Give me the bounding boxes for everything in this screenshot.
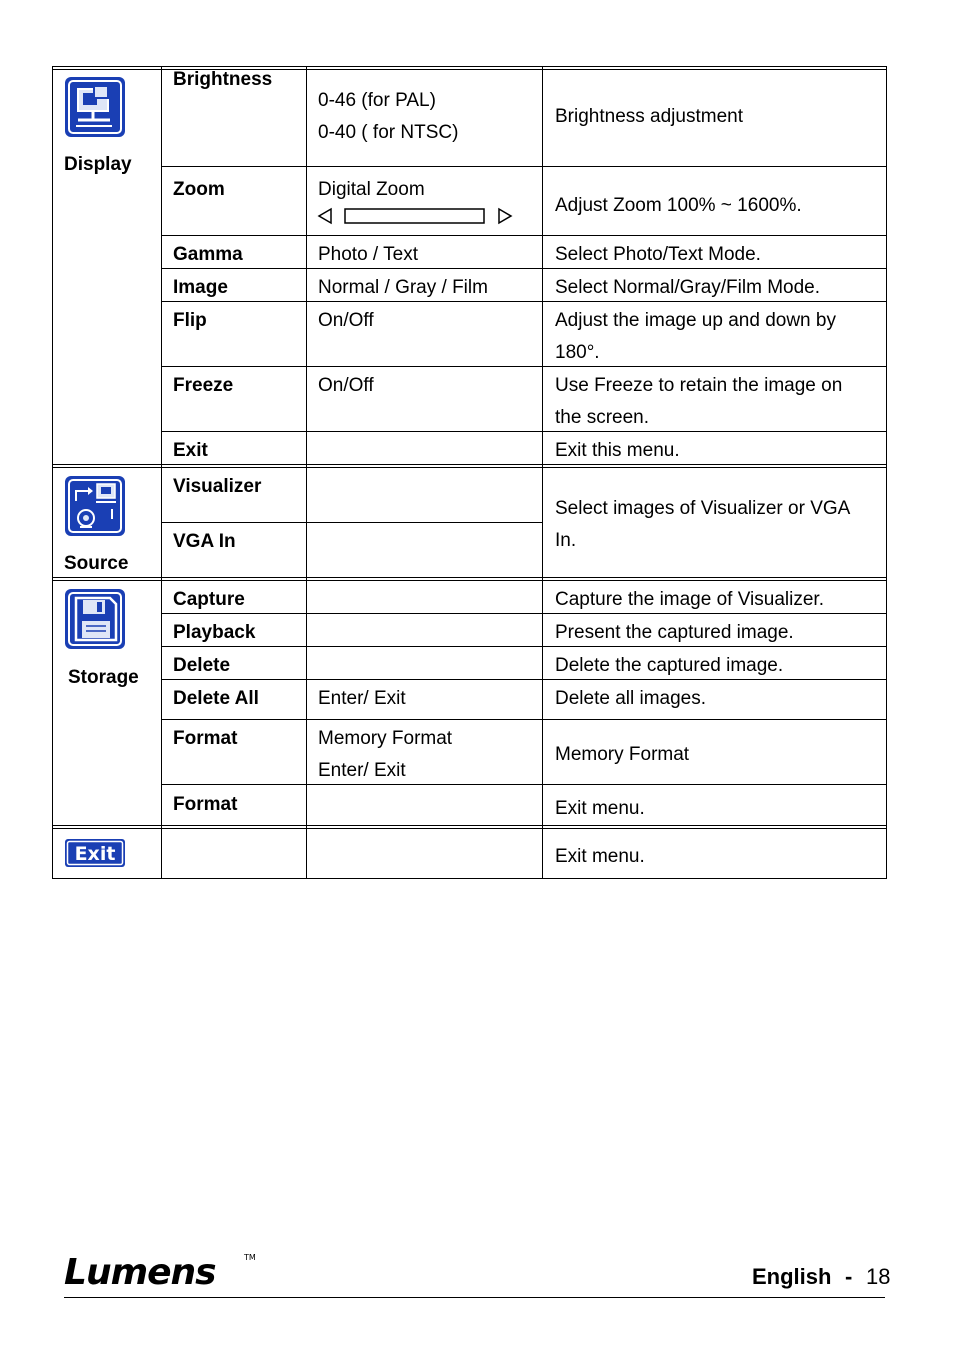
svg-text:Exit: Exit bbox=[74, 843, 116, 865]
setting-line: Enter/ Exit bbox=[318, 688, 406, 709]
setting-line: Enter/ Exit bbox=[318, 760, 406, 781]
setting-line: Photo / Text bbox=[318, 244, 418, 265]
item-visualizer: Visualizer bbox=[173, 476, 262, 497]
footer-rule bbox=[64, 1297, 885, 1298]
right-arrow-icon bbox=[499, 209, 511, 223]
slider-track bbox=[345, 209, 484, 223]
description-line: Delete all images. bbox=[555, 688, 707, 709]
setting-line: On/Off bbox=[318, 310, 374, 331]
setting-line: 0-46 (for PAL) bbox=[318, 90, 436, 111]
setting-line: On/Off bbox=[318, 375, 374, 396]
item-format-exit: Format bbox=[173, 794, 238, 815]
item-exit: Exit bbox=[173, 440, 208, 461]
left-arrow-icon bbox=[319, 209, 331, 223]
zoom-slider[interactable] bbox=[316, 206, 516, 226]
description-line: 180°. bbox=[555, 342, 600, 363]
description-line: Exit this menu. bbox=[555, 440, 680, 461]
description-line: In. bbox=[555, 530, 577, 551]
item-image: Image bbox=[173, 277, 228, 298]
item-delete: Delete bbox=[173, 655, 231, 676]
item-capture: Capture bbox=[173, 589, 245, 610]
item-format: Format bbox=[173, 728, 238, 749]
source-label: Source bbox=[64, 553, 129, 574]
display-icon bbox=[64, 76, 126, 138]
setting-line: Digital Zoom bbox=[318, 179, 425, 200]
description-line: Select Photo/Text Mode. bbox=[555, 244, 761, 265]
item-brightness: Brightness bbox=[173, 69, 273, 90]
svg-text:Lumens: Lumens bbox=[64, 1252, 216, 1290]
source-icon bbox=[64, 475, 126, 537]
description-line: Capture the image of Visualizer. bbox=[555, 589, 824, 610]
setting-line: 0-40 ( for NTSC) bbox=[318, 122, 459, 143]
description-line: Exit menu. bbox=[555, 846, 645, 867]
item-delete-all: Delete All bbox=[173, 688, 259, 709]
description-line: Select images of Visualizer or VGA bbox=[555, 498, 851, 519]
item-vga-in: VGA In bbox=[173, 531, 236, 552]
setting-line: Memory Format bbox=[318, 728, 453, 749]
footer-language: English bbox=[752, 1264, 832, 1289]
description-line: Delete the captured image. bbox=[555, 655, 784, 676]
svg-text:TM: TM bbox=[244, 1253, 256, 1262]
storage-label: Storage bbox=[68, 667, 139, 688]
footer-separator: - bbox=[845, 1264, 853, 1289]
item-zoom: Zoom bbox=[173, 179, 225, 200]
page-number: 18 bbox=[866, 1264, 891, 1289]
lumens-logo bbox=[64, 1250, 264, 1290]
item-playback: Playback bbox=[173, 622, 256, 643]
description-line: Memory Format bbox=[555, 744, 690, 765]
description-line: Adjust the image up and down by bbox=[555, 310, 836, 331]
item-flip: Flip bbox=[173, 310, 207, 331]
exit-icon bbox=[64, 838, 126, 868]
display-label: Display bbox=[64, 154, 132, 175]
floppy-disk-icon bbox=[64, 588, 126, 650]
description-line: Use Freeze to retain the image on bbox=[555, 375, 843, 396]
description-line: the screen. bbox=[555, 407, 649, 428]
description-line: Exit menu. bbox=[555, 798, 645, 819]
description-line: Brightness adjustment bbox=[555, 106, 743, 127]
description-line: Adjust Zoom 100% ~ 1600%. bbox=[555, 195, 802, 216]
item-gamma: Gamma bbox=[173, 244, 243, 265]
setting-line: Normal / Gray / Film bbox=[318, 277, 488, 298]
description-line: Present the captured image. bbox=[555, 622, 794, 643]
description-line: Select Normal/Gray/Film Mode. bbox=[555, 277, 821, 298]
item-freeze: Freeze bbox=[173, 375, 234, 396]
